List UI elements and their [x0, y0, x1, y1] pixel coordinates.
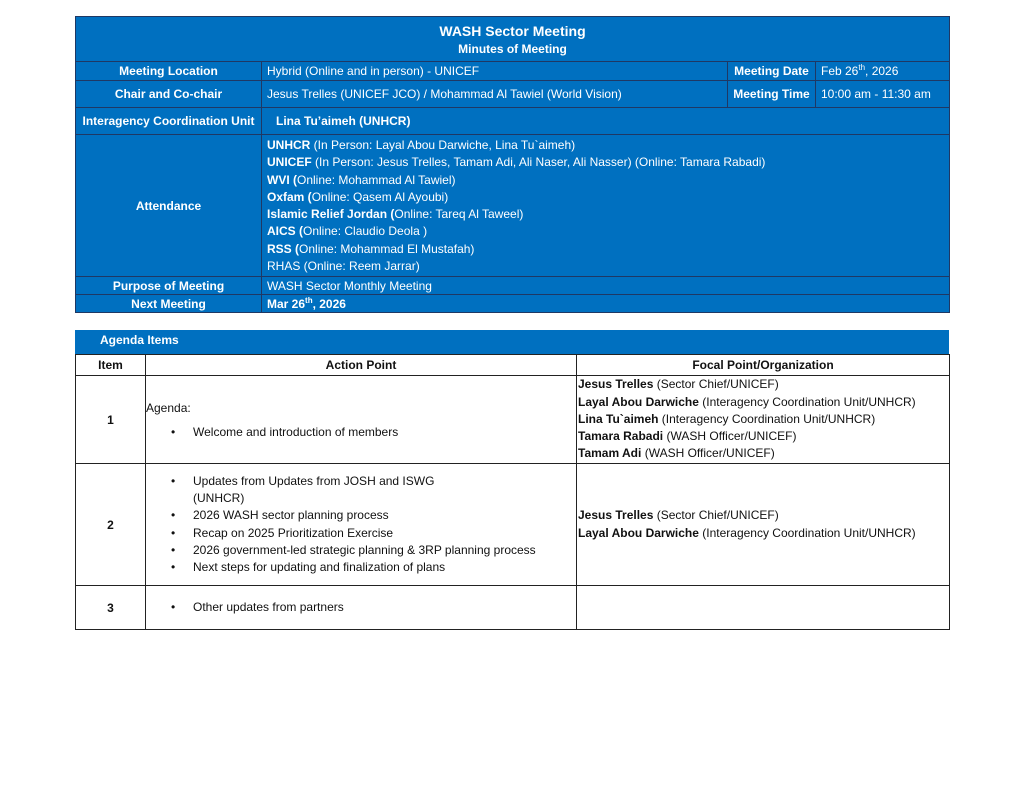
icu-label: Interagency Coordination Unit — [76, 108, 262, 135]
attendance-list — [262, 135, 950, 277]
location-value: Hybrid (Online and in person) - UNICEF — [262, 62, 728, 81]
focal-point-name: Lina Tu`aimeh — [578, 411, 659, 426]
attendance-label: Attendance — [76, 135, 262, 277]
title-row — [76, 17, 950, 62]
attendance-line — [267, 189, 944, 206]
agenda-item-number: 1 — [76, 376, 146, 464]
attendance-detail: Online: Tareq Al Taweel) — [394, 207, 524, 222]
agenda-focal-cell — [577, 586, 950, 630]
next-meeting-label: Next Meeting — [76, 295, 262, 313]
list-item: • 2026 government-led strategic planning & 3RP planning process — [146, 542, 576, 559]
focal-point-entry — [577, 411, 949, 428]
focal-point-entry — [577, 445, 949, 462]
attendance-detail: (In Person: Jesus Trelles, Tamam Adi, Ali Naser, Ali Nasser) (Online: Tamara Rabadi) — [311, 155, 766, 170]
agenda-row-1 — [76, 376, 950, 464]
agenda-item-number: 3 — [76, 586, 146, 630]
agenda-items-label: Agenda Items — [100, 333, 179, 347]
attendance-detail: Online: Mohammad Al Tawiel) — [297, 172, 456, 187]
chair-label: Chair and Co-chair — [76, 81, 262, 108]
chair-row — [76, 81, 950, 108]
focal-point-entry — [577, 376, 949, 393]
col-item-header: Item — [76, 355, 146, 376]
col-action-header: Action Point — [146, 355, 577, 376]
focal-point-role: (WASH Officer/UNICEF) — [663, 429, 797, 444]
attendance-line — [267, 258, 944, 275]
attendance-detail: Online: Mohammad El Mustafah) — [299, 241, 475, 256]
chair-value: Jesus Trelles (UNICEF JCO) / Mohammad Al Tawiel (World Vision) — [262, 81, 728, 108]
location-row — [76, 62, 950, 81]
attendance-org: RSS ( — [267, 241, 300, 256]
attendance-detail: Online: Claudio Deola ) — [303, 224, 428, 239]
location-label: Meeting Location — [76, 62, 262, 81]
focal-point-entry — [577, 525, 949, 542]
focal-point-entry — [577, 507, 949, 524]
attendance-line — [267, 223, 944, 240]
agenda-action-cell — [146, 586, 577, 630]
focal-point-name: Layal Abou Darwiche — [578, 525, 699, 540]
date-value: Feb 26th, 2026 — [816, 62, 950, 81]
attendance-line — [267, 137, 944, 154]
focal-point-role: (Interagency Coordination Unit/UNHCR) — [698, 525, 916, 540]
agenda-focal-cell — [577, 464, 950, 586]
agenda-items-bar — [75, 330, 949, 354]
focal-point-name: Tamara Rabadi — [578, 429, 664, 444]
list-item: • Other updates from partners — [146, 599, 576, 616]
agenda-table — [75, 354, 950, 630]
list-item: • Recap on 2025 Prioritization Exercise — [146, 525, 576, 542]
time-value: 10:00 am - 11:30 am — [816, 81, 950, 108]
focal-point-name: Tamam Adi — [578, 446, 642, 461]
attendance-org: UNICEF — [267, 155, 312, 170]
attendance-detail: RHAS (Online: Reem Jarrar) — [267, 259, 420, 274]
list-item: • Next steps for updating and finalization of plans — [146, 559, 576, 576]
focal-point-name: Layal Abou Darwiche — [578, 394, 699, 409]
page-subtitle: Minutes of Meeting — [458, 42, 567, 56]
icu-value: Lina Tu’aimeh (UNHCR) — [262, 108, 950, 135]
icu-row — [76, 108, 950, 135]
list-item: • 2026 WASH sector planning process — [146, 507, 576, 524]
page-title: WASH Sector Meeting — [439, 23, 586, 39]
list-item-continuation: (UNHCR) — [193, 490, 245, 505]
purpose-label: Purpose of Meeting — [76, 277, 262, 295]
agenda-header-row — [76, 355, 950, 376]
focal-point-role: (Sector Chief/UNICEF) — [653, 508, 779, 523]
next-meeting-value: Mar 26th, 2026 — [262, 295, 950, 313]
agenda-intro: Agenda: — [146, 400, 191, 415]
agenda-action-cell — [146, 464, 577, 586]
focal-point-role: (Sector Chief/UNICEF) — [653, 377, 779, 392]
meeting-header-table — [75, 16, 950, 313]
agenda-action-cell — [146, 376, 577, 464]
attendance-detail: Online: Qasem Al Ayoubi) — [311, 189, 449, 204]
focal-point-entry — [577, 428, 949, 445]
focal-point-name: Jesus Trelles — [578, 377, 654, 392]
attendance-line — [267, 206, 944, 223]
attendance-org: UNHCR — [267, 138, 311, 152]
date-label: Meeting Date — [728, 62, 816, 81]
attendance-row — [76, 135, 950, 277]
attendance-org: Oxfam ( — [267, 189, 312, 204]
purpose-row — [76, 277, 950, 295]
list-item: • Updates from Updates from JOSH and ISWG — [146, 473, 576, 490]
attendance-org: Islamic Relief Jordan ( — [267, 207, 395, 222]
attendance-line — [267, 154, 944, 171]
agenda-item-number: 2 — [76, 464, 146, 586]
attendance-org: WVI ( — [267, 172, 297, 187]
focal-point-name: Jesus Trelles — [578, 508, 654, 523]
list-item: • Welcome and introduction of members — [146, 424, 576, 441]
time-label: Meeting Time — [728, 81, 816, 108]
focal-point-role: (Interagency Coordination Unit/UNHCR) — [698, 394, 916, 409]
purpose-value: WASH Sector Monthly Meeting — [262, 277, 950, 295]
focal-point-role: (Interagency Coordination Unit/UNHCR) — [658, 411, 876, 426]
attendance-detail: (In Person: Layal Abou Darwiche, Lina Tu`aimeh) — [310, 138, 576, 152]
focal-point-role: (WASH Officer/UNICEF) — [641, 446, 775, 461]
agenda-row-3 — [76, 586, 950, 630]
agenda-row-2 — [76, 464, 950, 586]
attendance-org: AICS ( — [267, 224, 303, 239]
agenda-focal-cell — [577, 376, 950, 464]
focal-point-entry — [577, 394, 949, 411]
attendance-line — [267, 241, 944, 258]
col-focal-header: Focal Point/Organization — [577, 355, 950, 376]
next-meeting-row — [76, 295, 950, 313]
agenda-bullets — [146, 417, 576, 441]
attendance-line — [267, 172, 944, 189]
